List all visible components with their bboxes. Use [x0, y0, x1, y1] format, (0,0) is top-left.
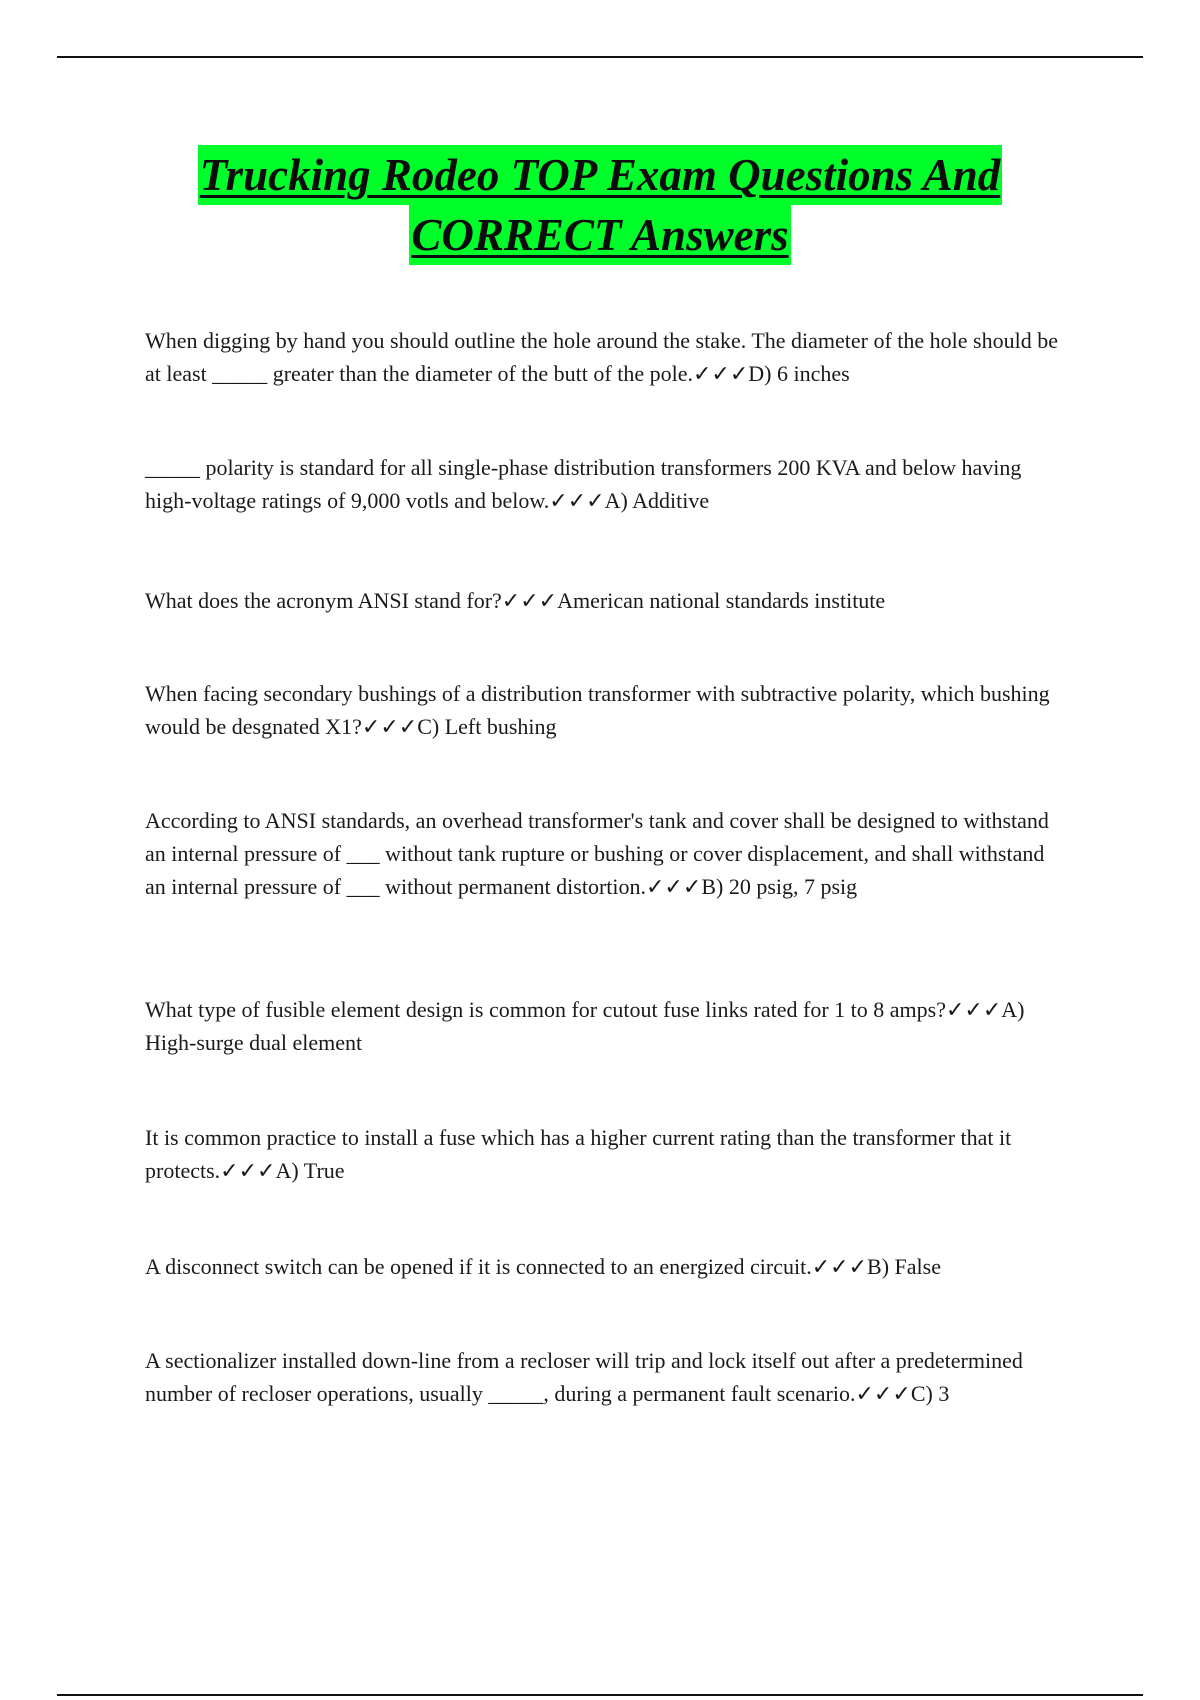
checkmarks: ✓✓✓ — [646, 874, 702, 899]
title-line-1: Trucking Rodeo TOP Exam Questions And — [198, 145, 1003, 205]
question-text: A sectionalizer installed down-line from a recloser will trip and lock itself out after a predetermined number of recloser operations, usually _____, during a permanent fault scenario. — [145, 1348, 1023, 1406]
qa-item — [145, 324, 1065, 390]
checkmarks: ✓✓✓ — [549, 488, 605, 513]
question-text: A disconnect switch can be opened if it is connected to an energized circuit. — [145, 1254, 812, 1279]
answer-text: A) Additive — [604, 488, 710, 513]
checkmarks: ✓✓✓ — [501, 588, 558, 613]
question-text: According to ANSI standards, an overhead transformer's tank and cover shall be designed to withstand an internal pressure of ___ without tank rupture or bushing or cover displacement, and shall withstand an internal pressure of ___ without permanent distortion. — [145, 808, 1049, 899]
qa-item — [145, 1121, 1065, 1187]
answer-text: A) True — [275, 1158, 345, 1183]
answer-text: A) High-surge dual element — [145, 997, 1025, 1055]
title-line-2: CORRECT Answers — [409, 205, 790, 265]
checkmarks: ✓✓✓ — [855, 1381, 911, 1406]
answer-text: D) 6 inches — [748, 361, 850, 386]
question-text: When digging by hand you should outline the hole around the stake. The diameter of the hole should be at least _____ greater than the diameter of the butt of the pole. — [145, 328, 1058, 386]
question-text: _____ polarity is standard for all single-phase distribution transformers 200 KVA and below having high-voltage ratings of 9,000 votls and below. — [145, 455, 1022, 513]
qa-item — [145, 804, 1065, 903]
qa-item — [145, 451, 1065, 517]
top-rule — [57, 56, 1143, 58]
bottom-rule — [57, 1694, 1143, 1696]
answer-text: B) 20 psig, 7 psig — [701, 874, 858, 899]
question-text: What does the acronym ANSI stand for? — [145, 588, 502, 613]
document-title — [57, 145, 1143, 265]
question-text: What type of fusible element design is common for cutout fuse links rated for 1 to 8 amps? — [145, 997, 946, 1022]
qa-item — [145, 993, 1065, 1059]
question-text: It is common practice to install a fuse which has a higher current rating than the transformer that it protects. — [145, 1125, 1012, 1183]
answer-text: C) Left bushing — [417, 714, 557, 739]
checkmarks: ✓✓✓ — [945, 997, 1002, 1022]
answer-text: American national standards institute — [557, 588, 886, 613]
question-text: When facing secondary bushings of a distribution transformer with subtractive polarity, which bushing would be desgnated X1? — [145, 681, 1050, 739]
answer-text: B) False — [867, 1254, 941, 1279]
checkmarks: ✓✓✓ — [692, 361, 749, 386]
qa-item — [145, 1344, 1065, 1410]
qa-item — [145, 1250, 1065, 1283]
qa-item — [145, 584, 1065, 617]
qa-item — [145, 677, 1065, 743]
checkmarks: ✓✓✓ — [811, 1254, 868, 1279]
answer-text: C) 3 — [910, 1381, 950, 1406]
checkmarks: ✓✓✓ — [220, 1158, 276, 1183]
checkmarks: ✓✓✓ — [361, 714, 418, 739]
